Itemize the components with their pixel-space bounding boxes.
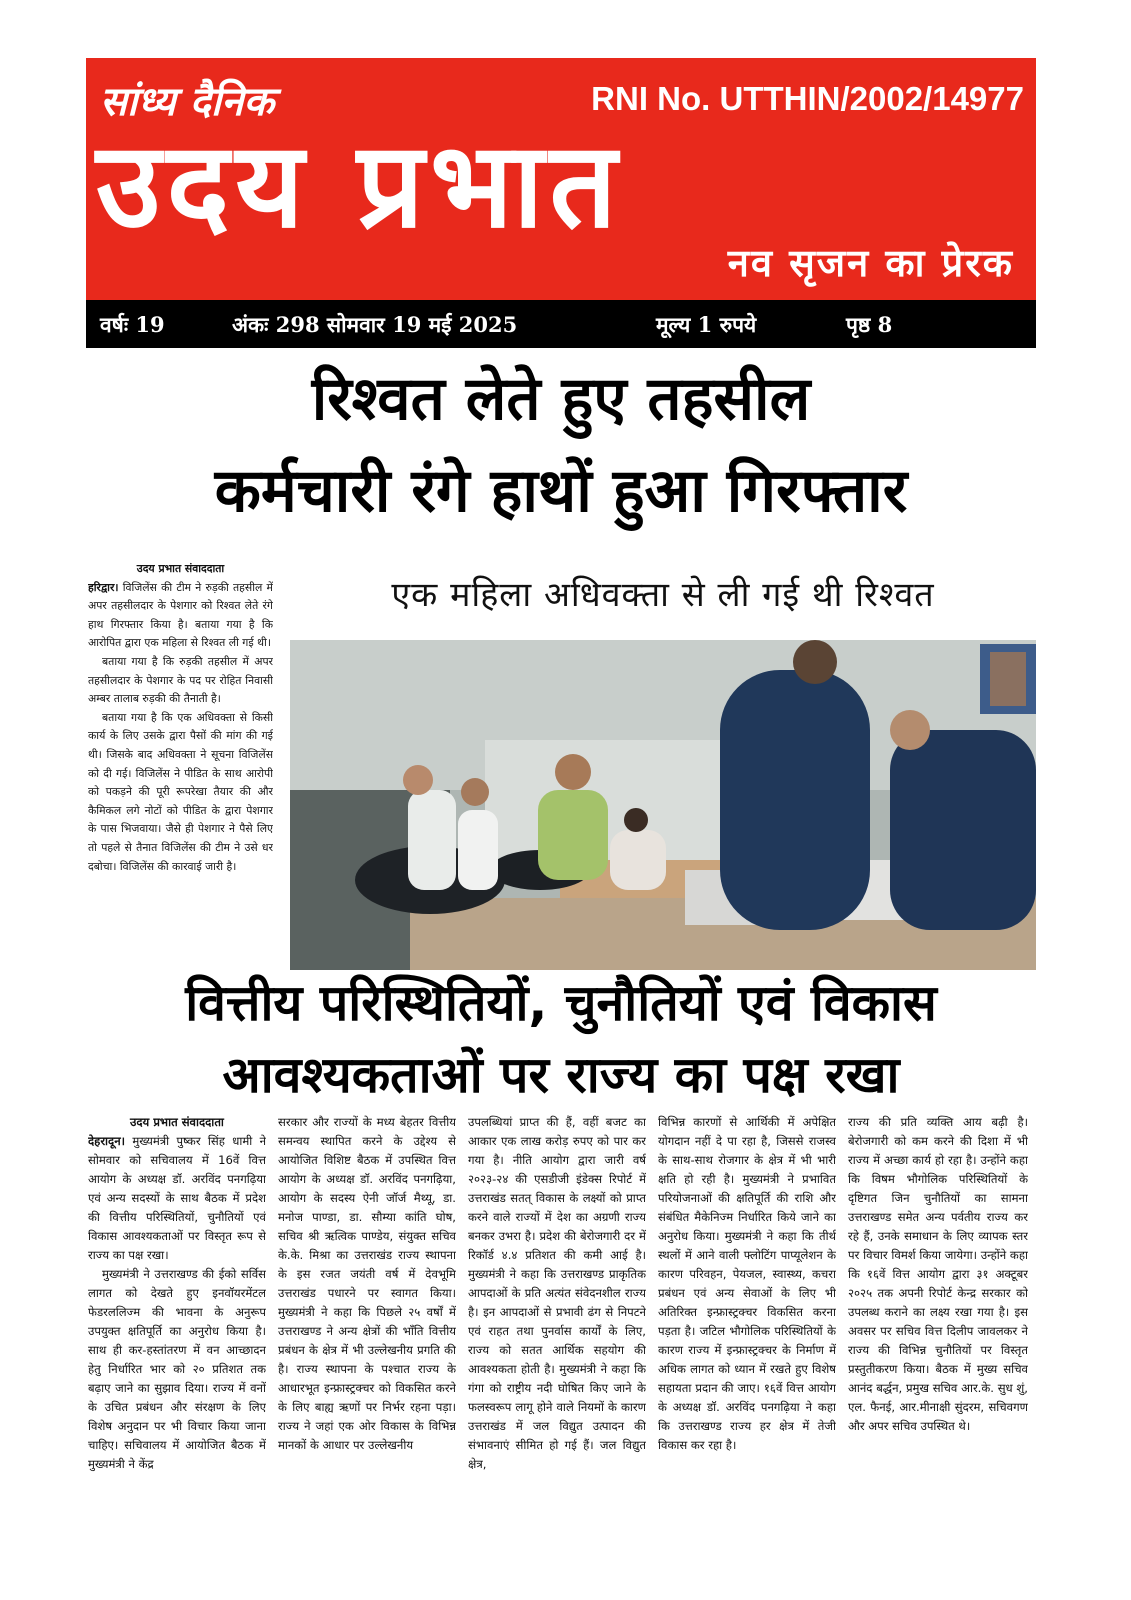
newspaper-tagline: नव सृजन का प्रेरक	[727, 241, 1014, 285]
story1-paragraph-3: बताया गया है कि एक अधिवक्ता से किसी कार्य के लिए उसके द्वारा पैसों की मांग की गई थी। जिसके बाद अधिवक्ता ने सूचना विजिलेंस को दी गई। विजिलेंस ने पीडित के साथ आरोपी को पकड़ने की पूरी रूपरेखा तैयार की और कैमिकल लगे नोटों को पीडित के द्वारा पेशगार के पास भिजवाया। जैसे ही पेशगार ने पैसे लिए तो पहले से तैनात विजिलेंस की टीम ने उसे धर दबोचा। विजिलेंस की कारवाई जारी है।	[88, 710, 273, 873]
story2-paragraph-1: मुख्यमंत्री पुष्कर सिंह धामी ने सोमवार को सचिवालय में 16वें वित्त आयोग के अध्यक्ष डॉ. अरविंद पनगढ़िया एवं अन्य सदस्यों के साथ बैठक में प्रदेश की वित्तीय परिस्थितियों, चुनौतियों एवं विकास आवश्यकताओं पर विस्तृत रूप से राज्य का पक्ष रखा।	[88, 1134, 266, 1262]
story2-column-3-text: उपलब्धियां प्राप्त की हैं, वहीं बजट का आकार एक लाख करोड़ रुपए को पार कर गया है। नीति आयोग द्वारा जारी वर्ष २०२३-२४ की एसडीजी इंडेक्स रिपोर्ट में उत्तराखंड सतत् विकास के लक्ष्यों को प्राप्त करने वाले राज्यों में देश का अग्रणी राज्य बनकर उभरा है। प्रदेश की बेरोजगारी दर में रिकॉर्ड ४.४ प्रतिशत की कमी आई है। मुख्यमंत्री ने कहा कि उत्तराखण्ड प्राकृतिक आपदाओं के प्रति अत्यंत संवेदनशील राज्य है। इन आपदाओं से प्रभावी ढंग से निपटने एवं राहत तथा पुनर्वास कार्यों के लिए, राज्य को सतत आर्थिक सहयोग की आवश्यकता होती है। मुख्यमंत्री ने कहा कि गंगा को राष्ट्रीय नदी घोषित किए जाने के फलस्वरूप लागू होने वाले नियमों के कारण उत्तराखंड में जल विद्युत उत्पादन की संभावनाएं सीमित हो गई हैं। जल विद्युत क्षेत्र,	[468, 1115, 646, 1471]
story2-column-4	[658, 1113, 836, 1488]
story2-column-2-text: सरकार और राज्यों के मध्य बेहतर वित्तीय समन्वय स्थापित करने के उद्देश्य से आयोजित विशिष्ट बैठक में उपस्थित वित्त आयोग के अध्यक्ष डॉ. अरविंद पनगढ़िया, आयोग के सदस्य ऐनी जॉर्ज मैथ्यू, डा. मनोज पाण्डा, डा. सौम्या कांति घोष, सचिव श्री ऋत्विक पाण्डेय, संयुक्त सचिव के.के. मिश्रा का उत्तराखंड राज्य स्थापना के इस रजत जयंती वर्ष में देवभूमि उत्तराखंड पधारने पर स्वागत किया। मुख्यमंत्री ने कहा कि पिछले २५ वर्षों में उत्तराखण्ड ने अन्य क्षेत्रों की भाँति वित्तीय प्रबंधन के क्षेत्र में भी उल्लेखनीय प्रगति की है। राज्य स्थापना के पश्चात राज्य के आधारभूत इन्फ्रास्ट्रक्चर को विकसित करने के लिए बाह्य ऋणों पर निर्भर रहना पड़ा। राज्य ने जहां एक ओर विकास के विभिन्न मानकों के आधार पर उल्लेखनीय	[278, 1115, 456, 1452]
story1-paragraph-1: विजिलेंस की टीम ने रुड़की तहसील में अपर तहसीलदार के पेशगार को रिश्वत लेते रंगे हाथ गिरफ्तार किया है। बताया गया है कि आरोपित द्वारा एक महिला से रिश्वत ली गई थी।	[88, 580, 273, 650]
page-count: पृष्ठ 8	[846, 312, 893, 337]
story1-dateline: हरिद्वार।	[88, 580, 119, 594]
story2-headline-line2: आवश्यकताओं पर राज्य का पक्ष रखा	[222, 1046, 900, 1104]
story1-paragraph-2: बताया गया है कि रुड़की तहसील में अपर तहसीलदार के पेशगार के पद पर रोहित निवासी अम्बर तालाब रुड़की की तैनाती है।	[88, 654, 273, 706]
story2-column-2	[278, 1113, 456, 1488]
story2-paragraph-2: मुख्यमंत्री ने उत्तराखण्ड की ईको सर्विस लागत को देखते हुए इनवॉयरमेंटल फेडरललिज्म की भावना के अनुरूप उपयुक्त क्षतिपूर्ति का अनुरोध किया है। साथ ही कर-हस्तांतरण में वन आच्छादन हेतु निर्धारित भार को २० प्रतिशत तक बढ़ाए जाने का सुझाव दिया। राज्य में वनों के उचित प्रबंधन और संरक्षण के लिए विशेष अनुदान पर भी विचार किया जाना चाहिए। सचिवालय में आयोजित बैठक में मुख्यमंत्री ने केंद्र	[88, 1267, 266, 1471]
story2-dateline: देहरादून।	[88, 1134, 126, 1148]
story2-column-5	[848, 1113, 1028, 1488]
masthead-top-label: सांध्य दैनिक	[100, 78, 275, 125]
newspaper-title: उदय प्रभात	[96, 116, 623, 254]
story2-column-1	[88, 1113, 266, 1488]
issue-info-bar	[86, 300, 1036, 348]
story1-subheadline: एक महिला अधिवक्ता से ली गई थी रिश्वत	[391, 575, 935, 615]
masthead	[86, 58, 1036, 300]
rni-number: RNI No. UTTHIN/2002/14977	[591, 80, 1024, 117]
story1-body	[88, 560, 273, 955]
issue-price: मूल्य 1 रुपये	[656, 312, 757, 337]
story2-byline: उदय प्रभात संवाददाता	[130, 1115, 224, 1129]
story1-headline-line2: कर्मचारी रंगे हाथों हुआ गिरफ्तार	[214, 456, 908, 526]
issue-number-date: अंकः 298 सोमवार 19 मई 2025	[232, 312, 518, 337]
story2-column-4-text: विभिन्न कारणों से आर्थिकी में अपेक्षित योगदान नहीं दे पा रहा है, जिससे राजस्व के साथ-साथ रोजगार के क्षेत्र में भी भारी क्षति हो रही है। मुख्यमंत्री ने प्रभावित परियोजनाओं की क्षतिपूर्ति की राशि और संबंधित मैकेनिज्म निर्धारित किये जाने का अनुरोध किया। मुख्यमंत्री ने कहा कि तीर्थ स्थलों में आने वाली फ्लोटिंग पाप्यूलेशन के कारण परिवहन, पेयजल, स्वास्थ्य, कचरा प्रबंधन एवं अन्य सेवाओं के लिए भी अतिरिक्त इन्फ्रास्ट्रक्चर विकसित करना पड़ता है। जटिल भौगोलिक परिस्थितियों के कारण राज्य में इन्फ्रास्ट्रक्चर के निर्माण में अधिक लागत को ध्यान में रखते हुए विशेष सहायता प्रदान की जाए। १६वें वित्त आयोग के अध्यक्ष डॉ. अरविंद पनगढ़िया ने कहा कि उत्तराखण्ड राज्य हर क्षेत्र में तेजी विकास कर रहा है।	[658, 1115, 836, 1452]
story2-column-5-text: राज्य की प्रति व्यक्ति आय बढ़ी है। बेरोजगारी को कम करने की दिशा में भी राज्य में अच्छा कार्य हो रहा है। उन्होंने कहा कि विषम भौगोलिक परिस्थितियों के दृष्टिगत जिन चुनौतियों का सामना उत्तराखण्ड समेत अन्य पर्वतीय राज्य कर रहे हैं, उनके समाधान के लिए व्यापक स्तर पर विचार विमर्श किया जायेगा। उन्होंने कहा कि १६वें वित्त आयोग द्वारा ३१ अक्टूबर २०२५ तक अपनी रिपोर्ट केन्द्र सरकार को उपलब्ध कराने का लक्ष्य रखा गया है। इस अवसर पर सचिव वित्त दिलीप जावलकर ने राज्य की विभिन्न चुनौतियों पर विस्तृत प्रस्तुतीकरण किया। बैठक में मुख्य सचिव आनंद बर्द्धन, प्रमुख सचिव आर.के. सुध शुं, एल. फैनई, आर.मीनाक्षी सुंदरम, सचिवगण और अपर सचिव उपस्थित थे।	[848, 1115, 1028, 1433]
story1-byline: उदय प्रभात संवाददाता	[136, 562, 225, 575]
story2-headline-line1: वित्तीय परिस्थितियों, चुनौतियों एवं विकास	[185, 974, 937, 1032]
story2-column-3	[468, 1113, 646, 1488]
issue-year: वर्षः 19	[100, 312, 165, 337]
news-photo	[290, 640, 1036, 970]
story1-headline-line1: रिश्वत लेते हुए तहसील	[311, 364, 811, 434]
office-scene-photo	[290, 640, 1036, 970]
